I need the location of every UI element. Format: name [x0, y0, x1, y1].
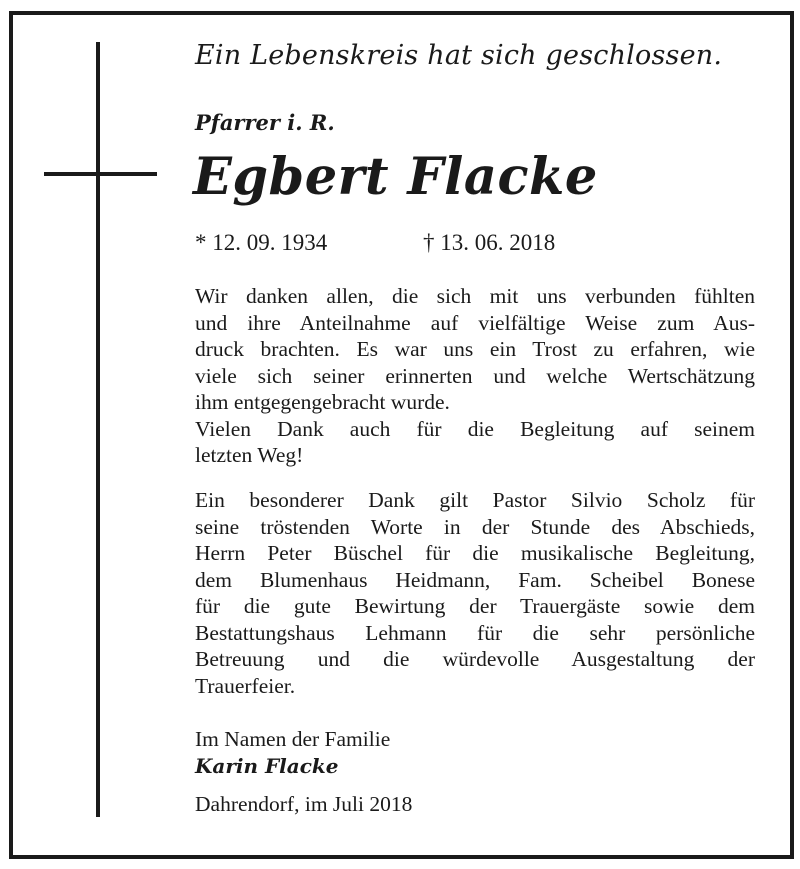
- signatory-name: Karin Flacke: [195, 754, 339, 778]
- text-line: Betreuung und die würdevolle Ausgestaltung der: [195, 647, 755, 671]
- motto: Ein Lebenskreis hat sich geschlossen.: [195, 40, 723, 71]
- text-line: Wir danken allen, die sich mit uns verbunden fühlten: [195, 284, 755, 308]
- place-date: Dahrendorf, im Juli 2018: [195, 792, 413, 816]
- death-date: † 13. 06. 2018: [423, 230, 556, 255]
- thanks-paragraph: [195, 283, 755, 469]
- text-line: für die gute Bewirtung der Trauergäste sowie dem: [195, 594, 755, 618]
- text-line: und ihre Anteilnahme auf vielfältige Weise zum Aus-: [195, 310, 755, 335]
- deceased-name: Egbert Flacke: [193, 147, 598, 207]
- text-line: letzten Weg!: [195, 443, 304, 467]
- cross-horizontal-bar: [44, 172, 157, 176]
- text-line: Vielen Dank auch für die Begleitung auf seinem: [195, 416, 755, 441]
- deceased-title: Pfarrer i. R.: [195, 110, 335, 135]
- text-line: druck brachten. Es war uns ein Trost zu erfahren, wie: [195, 337, 755, 361]
- text-line: ihm entgegengebracht wurde.: [195, 390, 450, 414]
- birth-date: * 12. 09. 1934: [195, 230, 328, 255]
- text-line: Herrn Peter Büschel für die musikalische Begleitung,: [195, 541, 755, 565]
- text-line: Ein besonderer Dank gilt Pastor Silvio Scholz für: [195, 488, 755, 512]
- text-line: viele sich seiner erinnerten und welche Wertschätzung: [195, 363, 755, 388]
- special-thanks-paragraph: [195, 487, 755, 699]
- text-line: dem Blumenhaus Heidmann, Fam. Scheibel Bonese: [195, 567, 755, 592]
- cross-vertical-bar: [96, 42, 100, 817]
- text-line: Trauerfeier.: [195, 673, 296, 698]
- text-line: seine tröstenden Worte in der Stunde des Abschieds,: [195, 514, 755, 539]
- text-line: Bestattungshaus Lehmann für die sehr persönliche: [195, 620, 755, 645]
- family-line: Im Namen der Familie: [195, 727, 391, 751]
- life-dates: [195, 230, 556, 256]
